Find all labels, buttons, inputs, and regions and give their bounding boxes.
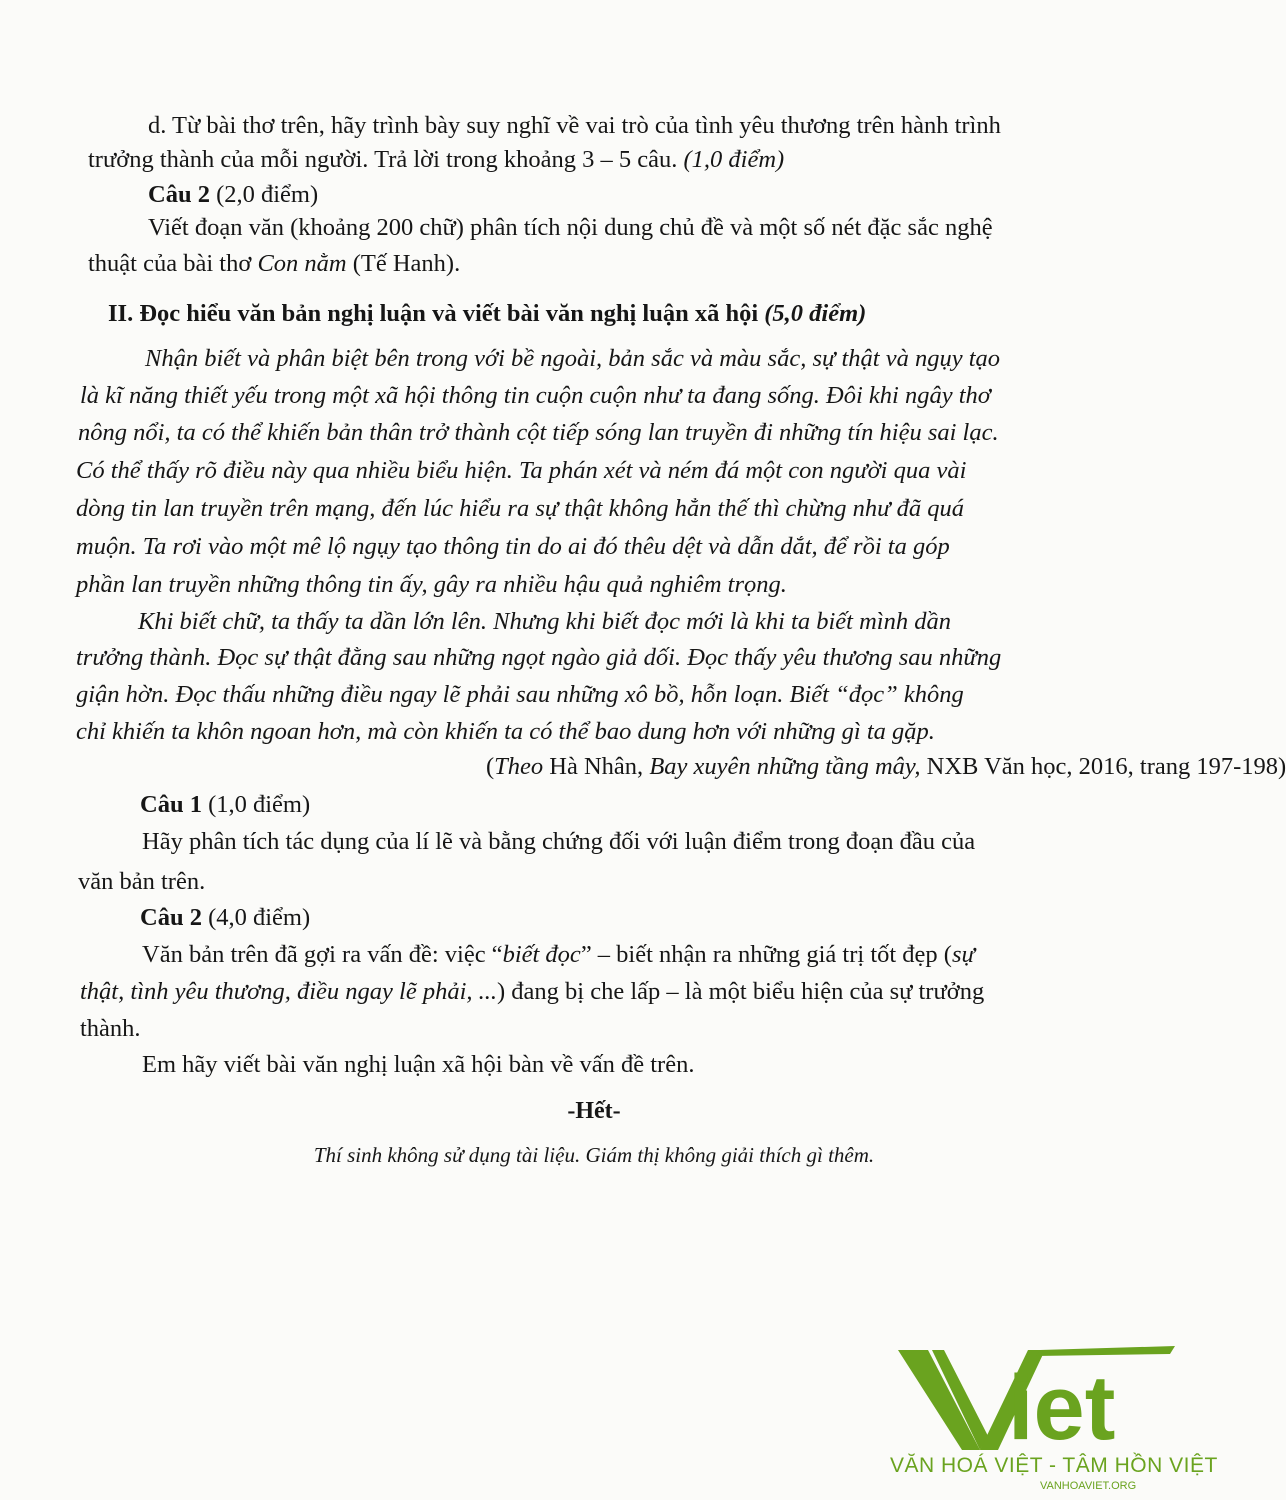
part2-cau1-heading [140,790,310,820]
passage-line: nông nổi, ta có thể khiến bản thân trở thành cột tiếp sóng lan truyền đi những tín hiệu sai lạc. [78,419,999,446]
poem-title: Con nằm [257,250,347,277]
part1-cau2-line1: Viết đoạn văn (khoảng 200 chữ) phân tích nội dung chủ đề và một số nét đặc sắc nghệ [148,214,993,241]
part2-cau1-points: (1,0 điểm) [208,791,311,818]
source-author: Hà Nhân, [549,753,644,780]
passage-line: Có thể thấy rõ điều này qua nhiều biểu hiện. Ta phán xét và ném đá một con người qua vài [76,457,967,484]
passage-line: giận hờn. Đọc thấu những điều ngay lẽ phải sau những xô bồ, hỗn loạn. Biết “đọc” không [76,681,964,708]
biet-doc-term: biết đọc [502,941,581,968]
part1-cau2-label: Câu 2 [148,181,210,208]
passage-line: chỉ khiến ta khôn ngoan hơn, mà còn khiến ta có thể bao dung hơn với những gì ta gặp. [76,718,935,745]
part2-heading-points: (5,0 điểm) [764,300,867,327]
part2-heading [108,299,866,329]
source-theo: Theo [494,753,544,780]
exam-note-text: Thí sinh không sử dụng tài liệu. Giám thị không giải thích gì thêm. [313,1143,875,1167]
part2-cau2-line1-pre: Văn bản trên đã gợi ra vấn đề: việc “ [142,941,503,968]
q1d-line2-text: trưởng thành của mỗi người. Trả lời trong khoảng 3 – 5 câu. [88,146,678,173]
source-citation [486,752,1286,782]
part2-cau1-line2: văn bản trên. [78,868,206,895]
part2-cau2-heading [140,903,310,933]
part1-cau2-line2 [88,249,460,279]
part2-cau2-line3: thành. [80,1015,141,1042]
part2-cau2-line2 [80,977,984,1007]
part2-heading-text: II. Đọc hiểu văn bản nghị luận và viết bài văn nghị luận xã hội [108,300,759,327]
part2-cau2-line1-end: sự [951,941,975,968]
part2-cau2-line2-post: ) đang bị che lấp – là một biểu hiện của sự trưởng [497,978,985,1005]
part2-cau2-label: Câu 2 [140,904,202,931]
passage-line: Nhận biết và phân biệt bên trong với bề ngoài, bản sắc và màu sắc, sự thật và ngụy tạo [145,345,1001,372]
passage-line: phần lan truyền những thông tin ấy, gây ra nhiều hậu quả nghiêm trọng. [76,571,787,598]
logo-site: VANHOAVIET.ORG [1040,1480,1137,1492]
part2-cau2-line1 [142,940,975,970]
part1-cau2-points: (2,0 điểm) [216,181,319,208]
part2-cau2-line1-mid: ” – biết nhận ra những giá trị tốt đẹp ( [580,941,952,968]
part2-cau1-line1: Hãy phân tích tác dụng của lí lẽ và bằng chứng đối với luận điểm trong đoạn đầu của [142,828,976,855]
part1-cau2-heading [148,180,318,210]
passage-line: là kĩ năng thiết yếu trong một xã hội thông tin cuộn cuộn như ta đang sống. Đôi khi ngây thơ [80,382,991,409]
logo-tagline: VĂN HOÁ VIỆT - TÂM HỒN VIỆT [890,1454,1218,1477]
source-book: Bay xuyên những tầng mây, [649,753,921,780]
end-marker [0,1098,1188,1125]
part2-cau2-points: (4,0 điểm) [208,904,311,931]
passage-line: muộn. Ta rơi vào một mê lộ ngụy tạo thông tin do ai đó thêu dệt và dẫn dắt, để rồi ta góp [76,533,950,560]
part2-cau1-label: Câu 1 [140,791,202,818]
passage-line: trưởng thành. Đọc sự thật đằng sau những ngọt ngào giả dối. Đọc thấy yêu thương sau những [76,644,1002,671]
q1d-line2 [88,145,784,175]
passage-line: Khi biết chữ, ta thấy ta dần lớn lên. Nhưng khi biết đọc mới là khi ta biết mình dần [138,608,951,635]
q1d-points: (1,0 điểm) [683,146,785,173]
part2-cau2-line4: Em hãy viết bài văn nghị luận xã hội bàn về vấn đề trên. [142,1051,695,1078]
source-rest: NXB Văn học, 2016, trang 197-198) [926,753,1286,780]
het-label: -Hết- [567,1098,621,1124]
exam-note [0,1143,1188,1168]
logo-word: iet [1008,1357,1116,1459]
q1d-line1: d. Từ bài thơ trên, hãy trình bày suy nghĩ về vai trò của tình yêu thương trên hành trình [148,112,1001,139]
part1-cau2-line2-post: (Tế Hanh). [352,250,461,277]
source-open: ( [486,753,495,780]
values-list: thật, tình yêu thương, điều ngay lẽ phải, ... [80,978,498,1005]
part1-cau2-line2-pre: thuật của bài thơ [88,250,252,277]
passage-line: dòng tin lan truyền trên mạng, đến lúc hiểu ra sự thật không hẳn thế thì chừng như đã quá [76,495,964,522]
vanhoaviet-logo [880,1340,1218,1500]
